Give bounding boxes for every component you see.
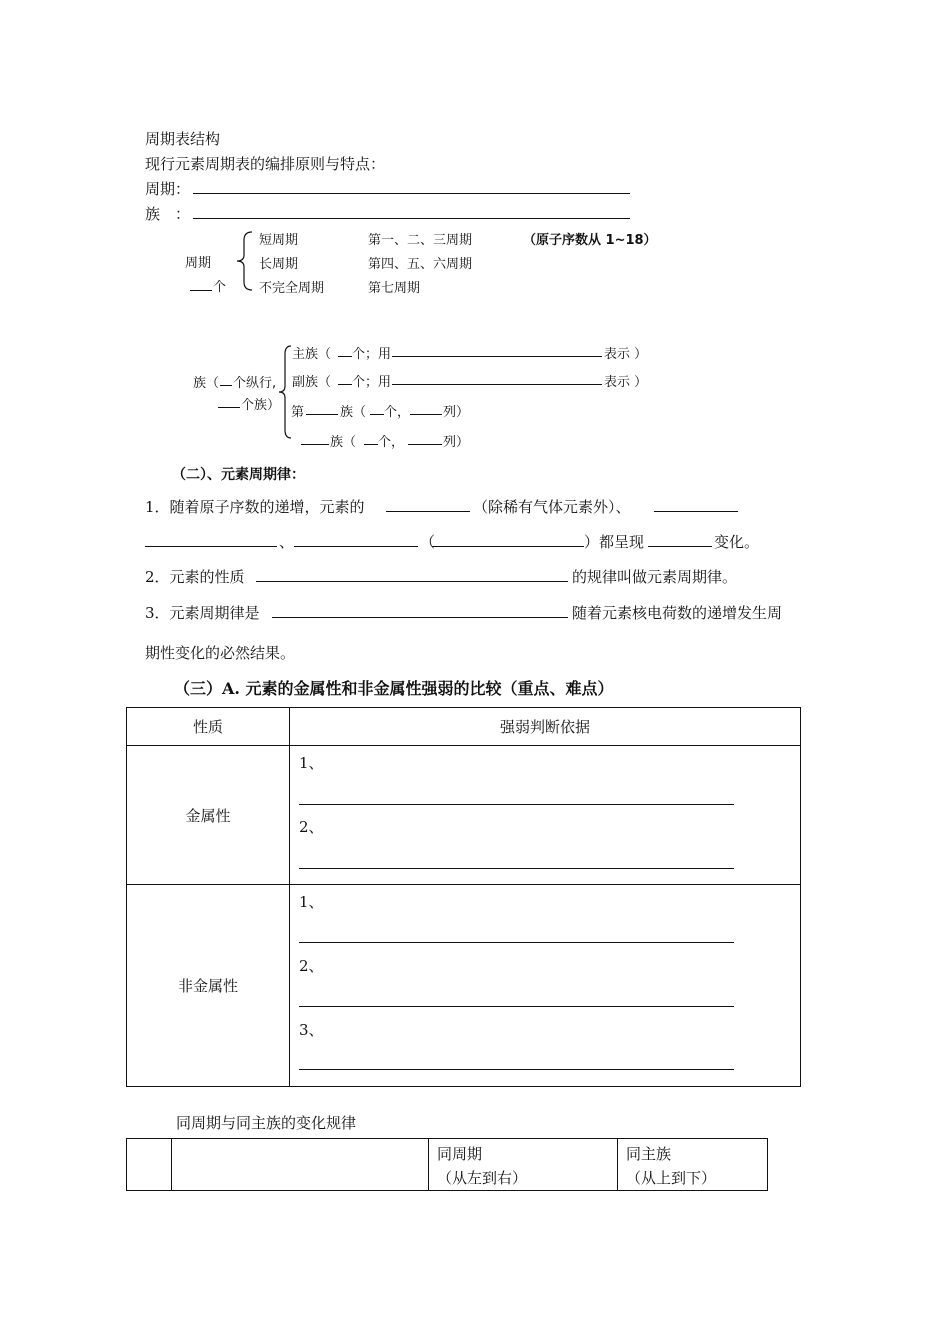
law-item-3-blank[interactable] xyxy=(272,617,568,618)
comparison-table xyxy=(126,707,801,1087)
metal-item-blank[interactable] xyxy=(299,804,734,805)
group-row-text: 族（ xyxy=(330,435,357,450)
trend-group-header xyxy=(618,1139,768,1191)
law-item-3-text: 3．元素周期律是 xyxy=(145,604,260,622)
group-brace-icon xyxy=(277,344,293,440)
group-row-blank[interactable] xyxy=(392,356,602,357)
period-count-blank[interactable] xyxy=(190,290,212,291)
period-row-name: 不完全周期 xyxy=(259,281,325,296)
law-item-1-text: （除稀有气体元素外）、 xyxy=(473,498,631,516)
group-blank[interactable] xyxy=(193,218,630,219)
period-brace-icon xyxy=(234,228,256,294)
group-row-text: 主族（ xyxy=(292,347,332,362)
period-blank[interactable] xyxy=(193,193,630,194)
section-subtitle: 现行元素周期表的编排原则与特点： xyxy=(145,155,386,173)
header-cell-property: 性质 xyxy=(127,708,290,746)
law-item-3-text: 期性变化的必然结果。 xyxy=(145,644,296,662)
table-row xyxy=(127,885,801,1087)
nonmetal-item-blank[interactable] xyxy=(299,1006,734,1007)
section2-heading: （二）、元素周期律： xyxy=(172,467,305,483)
section3-heading: （三）A. 元素的金属性和非金属性强弱的比较（重点、难点） xyxy=(174,679,614,698)
law-item-2-text: 2．元素的性质 xyxy=(145,568,245,586)
law-item-1-text: ）都呈现 xyxy=(584,533,645,551)
group-row-text: 个， xyxy=(378,435,405,450)
trend-table xyxy=(126,1138,768,1191)
trend-period-header xyxy=(429,1139,618,1191)
group-row-text: 族（ xyxy=(340,405,367,420)
group-row-blank[interactable] xyxy=(364,444,378,445)
group-main-label: 族（ xyxy=(193,376,220,391)
nonmetal-item-blank[interactable] xyxy=(299,1069,734,1070)
period-row-range: 第一、二、三周期 xyxy=(368,233,473,248)
law-item-1-text: 变化。 xyxy=(714,533,760,551)
group-row-text: 个；用 xyxy=(352,375,392,390)
nonmetal-item-blank[interactable] xyxy=(299,942,734,943)
law-item-1-blank[interactable] xyxy=(654,511,738,512)
nonmetal-item-number: 3、 xyxy=(299,1021,324,1039)
trend-table-caption: 同周期与同主族的变化规律 xyxy=(176,1114,357,1132)
group-row-blank[interactable] xyxy=(410,414,442,415)
group-row-text: 列） xyxy=(443,405,470,420)
period-main-label: 周期 xyxy=(185,256,212,271)
table-row xyxy=(127,708,801,746)
group-row-blank[interactable] xyxy=(338,356,352,357)
group-row-text: 个， xyxy=(384,405,411,420)
group-row-text: 第 xyxy=(291,405,305,420)
nonmetal-criteria-cell xyxy=(290,885,801,1087)
period-row-note: （原子序数从 1~18） xyxy=(523,233,657,248)
group-row-blank[interactable] xyxy=(392,384,602,385)
law-item-1-blank[interactable] xyxy=(432,546,584,547)
law-item-1-blank[interactable] xyxy=(648,546,712,547)
period-count-suffix: 个 xyxy=(213,280,227,295)
trend-empty-cell xyxy=(172,1139,429,1191)
trend-empty-cell xyxy=(127,1139,172,1191)
law-item-1-blank[interactable] xyxy=(294,546,418,547)
header-cell-criteria: 强弱判断依据 xyxy=(290,708,801,746)
group-row-blank[interactable] xyxy=(306,414,338,415)
law-item-2-text: 的规律叫做元素周期律。 xyxy=(572,568,738,586)
table-row xyxy=(127,1139,768,1191)
period-row-name: 长周期 xyxy=(259,257,299,272)
trend-period-title: 同周期 xyxy=(437,1145,483,1163)
law-item-1-text: （ xyxy=(420,533,436,551)
group-row-blank[interactable] xyxy=(370,414,384,415)
period-row-range: 第四、五、六周期 xyxy=(368,257,473,272)
section-title: 周期表结构 xyxy=(145,130,221,148)
metal-item-number: 2、 xyxy=(299,818,324,836)
group-row-text: 副族（ xyxy=(292,375,332,390)
group-row-text: 表示 ） xyxy=(604,375,648,390)
law-item-1-blank[interactable] xyxy=(386,511,470,512)
law-item-2-blank[interactable] xyxy=(256,581,568,582)
law-item-1-text: 1．随着原子序数的递增，元素的 xyxy=(145,498,365,516)
metal-criteria-cell xyxy=(290,746,801,885)
group-main-label: 个族） xyxy=(241,398,281,413)
period-label: 周期： xyxy=(145,180,191,198)
trend-group-title: 同主族 xyxy=(626,1145,672,1163)
law-item-3-text: 随着元素核电荷数的递增发生周 xyxy=(572,604,783,622)
period-row-range: 第七周期 xyxy=(368,281,421,296)
trend-period-subtitle: （从左到右） xyxy=(437,1169,528,1187)
group-row-blank[interactable] xyxy=(338,384,352,385)
law-item-1-text: 、 xyxy=(279,533,295,551)
metal-item-blank[interactable] xyxy=(299,868,734,869)
group-row-text: 表示 ） xyxy=(604,347,648,362)
group-label: 族 ： xyxy=(145,205,191,223)
period-row-name: 短周期 xyxy=(259,233,299,248)
table-row xyxy=(127,746,801,885)
group-row-text: 个；用 xyxy=(352,347,392,362)
law-item-1-blank[interactable] xyxy=(145,546,277,547)
group-row-blank[interactable] xyxy=(408,444,442,445)
group-row-text: 列） xyxy=(443,435,470,450)
metal-item-number: 1、 xyxy=(299,754,324,772)
group-count-blank[interactable] xyxy=(218,407,240,408)
nonmetal-item-number: 1、 xyxy=(299,893,324,911)
nonmetal-item-number: 2、 xyxy=(299,957,324,975)
nonmetal-label: 非金属性 xyxy=(127,885,290,1087)
group-row-blank[interactable] xyxy=(301,444,329,445)
trend-group-subtitle: （从上到下） xyxy=(626,1169,717,1187)
metal-label: 金属性 xyxy=(127,746,290,885)
group-column-blank[interactable] xyxy=(220,385,232,386)
group-main-label: 个纵行, xyxy=(233,376,277,391)
